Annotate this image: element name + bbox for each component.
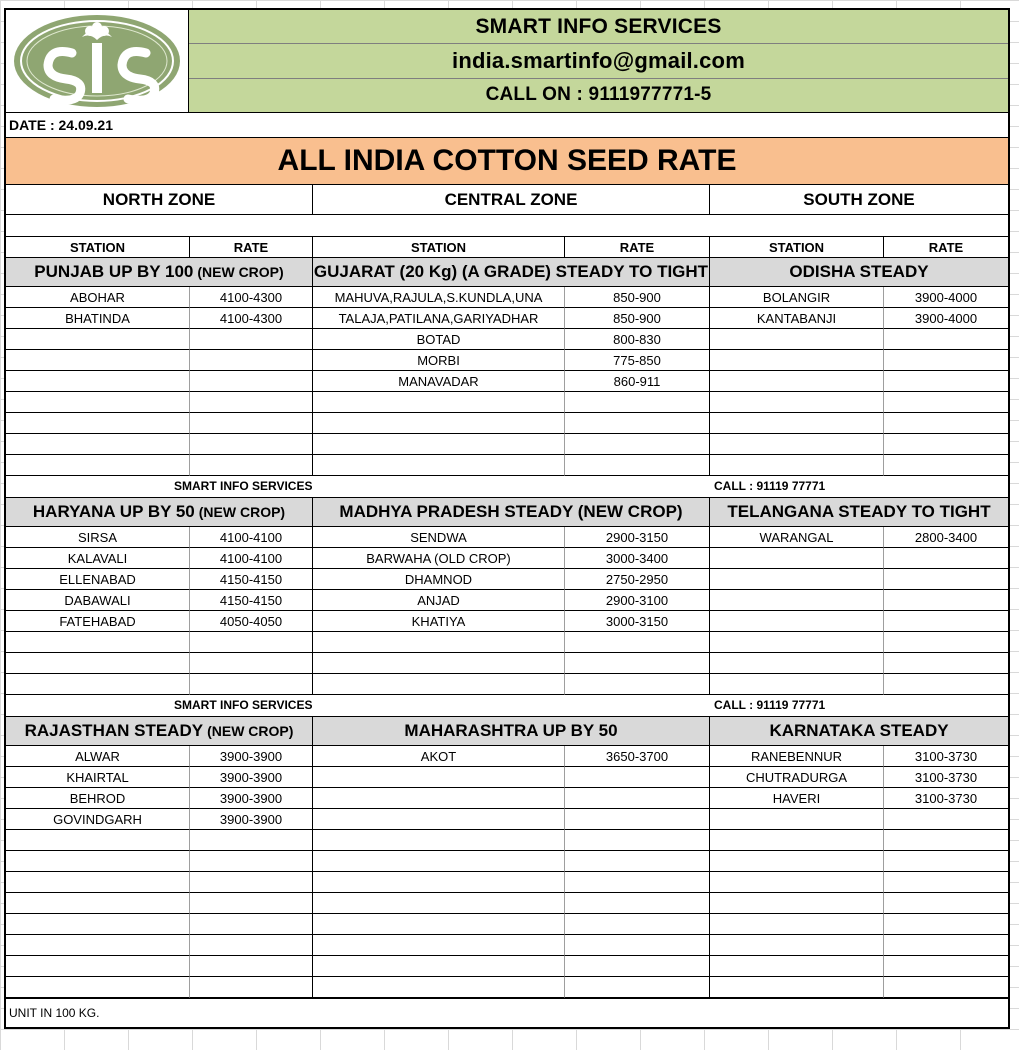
cell-south-rate <box>884 914 1008 935</box>
cell-central-rate <box>565 767 710 788</box>
cell-central-rate: 860-911 <box>565 371 710 392</box>
cell-south-rate <box>884 809 1008 830</box>
table-row <box>6 392 1008 413</box>
cell-central-station <box>313 767 565 788</box>
cell-south-rate <box>884 413 1008 434</box>
cell-central-station: DHAMNOD <box>313 569 565 590</box>
section-name: HARYANA UP BY 50 <box>32 502 195 521</box>
cell-south-station: RANEBENNUR <box>710 746 884 767</box>
cell-south-rate: 3900-4000 <box>884 287 1008 308</box>
cell-south-rate: 3900-4000 <box>884 308 1008 329</box>
cell-south-station <box>710 413 884 434</box>
cell-central-station: MANAVADAR <box>313 371 565 392</box>
cell-south-station <box>710 569 884 590</box>
col-rate-south: RATE <box>928 239 964 255</box>
unit-note: UNIT IN 100 KG. <box>6 998 1008 1027</box>
cell-north-rate <box>190 413 313 434</box>
cell-south-station <box>710 392 884 413</box>
cell-south-rate <box>884 872 1008 893</box>
table-row <box>6 809 1008 830</box>
cell-north-station <box>6 632 190 653</box>
col-station-central: STATION <box>313 237 565 257</box>
cell-central-station: BARWAHA (OLD CROP) <box>313 548 565 569</box>
section-title-south <box>710 498 1008 526</box>
cell-central-station <box>313 632 565 653</box>
cell-north-rate <box>190 893 313 914</box>
cell-central-rate <box>565 674 710 695</box>
cell-south-rate <box>884 371 1008 392</box>
cell-north-rate: 4100-4300 <box>190 308 313 329</box>
cell-central-station: MAHUVA,RAJULA,S.KUNDLA,UNA <box>313 287 565 308</box>
cell-north-rate <box>190 434 313 455</box>
rate-sheet <box>4 8 1010 1029</box>
section-name: PUNJAB UP BY 100 <box>34 262 194 281</box>
cell-north-station <box>6 935 190 956</box>
cell-north-station <box>6 956 190 977</box>
company-email[interactable]: india.smartinfo@gmail.com <box>189 44 1008 78</box>
section-name: ODISHA STEADY <box>789 262 929 281</box>
cell-central-station <box>313 956 565 977</box>
cell-north-station: BHATINDA <box>6 308 190 329</box>
cell-central-rate <box>565 455 710 476</box>
cell-central-rate <box>565 413 710 434</box>
cell-north-rate <box>190 329 313 350</box>
cell-south-rate <box>884 350 1008 371</box>
col-station-south: STATION <box>710 237 884 257</box>
section-title-south <box>710 258 1008 286</box>
column-header-row <box>6 237 1008 258</box>
table-row <box>6 956 1008 977</box>
cell-north-rate: 4050-4050 <box>190 611 313 632</box>
cell-north-rate <box>190 392 313 413</box>
cell-north-station: SIRSA <box>6 527 190 548</box>
section-note: (NEW CROP) <box>197 264 284 280</box>
cell-north-station <box>6 329 190 350</box>
cell-north-rate <box>190 455 313 476</box>
cell-south-station <box>710 893 884 914</box>
cell-south-station <box>710 851 884 872</box>
sis-logo-icon <box>12 13 182 109</box>
zone-south: SOUTH ZONE <box>803 189 915 209</box>
cell-north-rate <box>190 632 313 653</box>
cell-north-rate <box>190 914 313 935</box>
sections <box>6 258 1008 998</box>
info-band <box>6 695 1008 717</box>
band-company: SMART INFO SERVICES <box>174 698 313 712</box>
cell-north-rate: 4100-4100 <box>190 548 313 569</box>
section-name: MADHYA PRADESH STEADY (NEW CROP) <box>339 502 683 521</box>
header <box>6 10 1008 113</box>
cell-central-rate: 2900-3150 <box>565 527 710 548</box>
table-row <box>6 935 1008 956</box>
cell-central-station <box>313 434 565 455</box>
cell-central-rate: 2900-3100 <box>565 590 710 611</box>
cell-central-station: AKOT <box>313 746 565 767</box>
cell-central-rate: 3650-3700 <box>565 746 710 767</box>
cell-central-rate: 800-830 <box>565 329 710 350</box>
cell-south-station <box>710 350 884 371</box>
section-title-central <box>313 258 710 286</box>
info-band <box>6 476 1008 498</box>
cell-south-rate: 2800-3400 <box>884 527 1008 548</box>
cell-south-rate <box>884 455 1008 476</box>
cell-south-rate <box>884 590 1008 611</box>
cell-north-station <box>6 455 190 476</box>
cell-south-station: KANTABANJI <box>710 308 884 329</box>
table-row <box>6 548 1008 569</box>
cell-south-station: BOLANGIR <box>710 287 884 308</box>
cell-north-station: BEHROD <box>6 788 190 809</box>
cell-south-rate <box>884 653 1008 674</box>
cell-central-station <box>313 788 565 809</box>
cell-central-station <box>313 893 565 914</box>
section-name: MAHARASHTRA UP BY 50 <box>404 721 618 740</box>
cell-north-station <box>6 830 190 851</box>
table-row <box>6 329 1008 350</box>
table-row <box>6 632 1008 653</box>
section-header-row <box>6 717 1008 746</box>
cell-north-rate <box>190 956 313 977</box>
report-date: DATE : 24.09.21 <box>6 113 1008 138</box>
cell-north-rate <box>190 653 313 674</box>
band-call: CALL : 91119 77771 <box>714 698 826 712</box>
cell-central-rate <box>565 935 710 956</box>
table-row <box>6 788 1008 809</box>
cell-north-station <box>6 653 190 674</box>
table-row <box>6 746 1008 767</box>
cell-central-rate <box>565 851 710 872</box>
cell-south-station <box>710 455 884 476</box>
table-row <box>6 569 1008 590</box>
section-note: (NEW CROP) <box>207 723 294 739</box>
table-row <box>6 851 1008 872</box>
cell-north-station <box>6 434 190 455</box>
cell-north-rate <box>190 977 313 998</box>
cell-north-station <box>6 371 190 392</box>
cell-north-rate <box>190 674 313 695</box>
band-company: SMART INFO SERVICES <box>174 479 313 493</box>
table-row <box>6 287 1008 308</box>
cell-south-rate <box>884 434 1008 455</box>
cell-south-station <box>710 809 884 830</box>
cell-south-station <box>710 956 884 977</box>
cell-north-station: ABOHAR <box>6 287 190 308</box>
cell-south-station <box>710 674 884 695</box>
section-title-north <box>6 717 313 745</box>
cell-south-station <box>710 977 884 998</box>
cell-south-rate: 3100-3730 <box>884 767 1008 788</box>
cell-south-station <box>710 329 884 350</box>
section-title-north <box>6 258 313 286</box>
section-name: RAJASTHAN STEADY <box>24 721 204 740</box>
cell-central-rate <box>565 632 710 653</box>
cell-south-station <box>710 611 884 632</box>
cell-north-station: GOVINDGARH <box>6 809 190 830</box>
zone-north: NORTH ZONE <box>6 185 313 214</box>
table-row <box>6 767 1008 788</box>
table-row <box>6 674 1008 695</box>
cell-north-rate <box>190 935 313 956</box>
table-row <box>6 455 1008 476</box>
cell-south-rate <box>884 611 1008 632</box>
cell-central-station: TALAJA,PATILANA,GARIYADHAR <box>313 308 565 329</box>
cell-south-rate <box>884 956 1008 977</box>
cell-north-rate: 3900-3900 <box>190 809 313 830</box>
cell-south-station <box>710 914 884 935</box>
cell-south-station: WARANGAL <box>710 527 884 548</box>
section-header-row <box>6 498 1008 527</box>
cell-central-station: BOTAD <box>313 329 565 350</box>
cell-north-rate: 4150-4150 <box>190 569 313 590</box>
table-row <box>6 350 1008 371</box>
table-row <box>6 590 1008 611</box>
cell-north-station <box>6 392 190 413</box>
cell-south-rate <box>884 392 1008 413</box>
cell-north-rate <box>190 851 313 872</box>
table-row <box>6 977 1008 998</box>
cell-north-rate: 3900-3900 <box>190 746 313 767</box>
cell-central-station <box>313 851 565 872</box>
cell-south-rate <box>884 977 1008 998</box>
cell-south-rate: 3100-3730 <box>884 746 1008 767</box>
cell-central-station <box>313 935 565 956</box>
cell-south-station: HAVERI <box>710 788 884 809</box>
cell-central-station <box>313 413 565 434</box>
cell-south-rate <box>884 632 1008 653</box>
section-title-south <box>710 717 1008 745</box>
table-row <box>6 611 1008 632</box>
cell-central-rate: 850-900 <box>565 308 710 329</box>
section-note: (NEW CROP) <box>198 504 286 520</box>
cell-north-rate: 3900-3900 <box>190 767 313 788</box>
cell-central-rate: 3000-3400 <box>565 548 710 569</box>
cell-south-station <box>710 632 884 653</box>
cell-central-rate <box>565 977 710 998</box>
band-call: CALL : 91119 77771 <box>714 479 826 493</box>
cell-north-station: DABAWALI <box>6 590 190 611</box>
cell-central-rate <box>565 956 710 977</box>
cell-central-rate <box>565 914 710 935</box>
zone-header-row <box>6 185 1008 215</box>
cell-south-station <box>710 434 884 455</box>
cell-central-rate <box>565 830 710 851</box>
cell-central-rate <box>565 893 710 914</box>
cell-north-rate <box>190 830 313 851</box>
cell-north-rate: 4100-4100 <box>190 527 313 548</box>
table-row <box>6 872 1008 893</box>
cell-south-rate <box>884 893 1008 914</box>
cell-north-rate: 4100-4300 <box>190 287 313 308</box>
cell-central-station <box>313 830 565 851</box>
section-name: KARNATAKA STEADY <box>769 721 949 740</box>
cell-central-station <box>313 674 565 695</box>
cell-central-rate <box>565 809 710 830</box>
cell-central-rate <box>565 788 710 809</box>
cell-north-station <box>6 674 190 695</box>
table-row <box>6 308 1008 329</box>
table-row <box>6 434 1008 455</box>
section-title-central <box>313 498 710 526</box>
cell-central-station <box>313 914 565 935</box>
cell-north-station <box>6 977 190 998</box>
cell-central-station <box>313 872 565 893</box>
cell-north-station: KHAIRTAL <box>6 767 190 788</box>
cell-north-rate: 3900-3900 <box>190 788 313 809</box>
cell-north-station: FATEHABAD <box>6 611 190 632</box>
section-title-north <box>6 498 313 526</box>
col-rate-north: RATE <box>190 237 313 257</box>
cell-central-rate: 3000-3150 <box>565 611 710 632</box>
cell-south-rate <box>884 329 1008 350</box>
cell-south-rate <box>884 851 1008 872</box>
section-header-row <box>6 258 1008 287</box>
table-row <box>6 371 1008 392</box>
table-row <box>6 653 1008 674</box>
cell-central-station: ANJAD <box>313 590 565 611</box>
col-rate-central: RATE <box>565 237 710 257</box>
table-row <box>6 413 1008 434</box>
cell-south-station <box>710 935 884 956</box>
cell-south-station <box>710 548 884 569</box>
cell-central-rate: 775-850 <box>565 350 710 371</box>
cell-north-station <box>6 350 190 371</box>
company-phone: CALL ON : 9111977771-5 <box>189 79 1008 112</box>
cell-south-station <box>710 872 884 893</box>
cell-south-station <box>710 371 884 392</box>
cell-south-rate <box>884 674 1008 695</box>
cell-south-rate <box>884 935 1008 956</box>
cell-central-station <box>313 653 565 674</box>
cell-central-station: MORBI <box>313 350 565 371</box>
cell-north-rate: 4150-4150 <box>190 590 313 611</box>
company-name: SMART INFO SERVICES <box>189 10 1008 44</box>
cell-north-station <box>6 413 190 434</box>
cell-central-station: KHATIYA <box>313 611 565 632</box>
cell-central-station <box>313 977 565 998</box>
page-title: ALL INDIA COTTON SEED RATE <box>6 138 1008 185</box>
cell-south-rate <box>884 569 1008 590</box>
cell-south-station <box>710 830 884 851</box>
cell-central-rate <box>565 434 710 455</box>
cell-north-station: ALWAR <box>6 746 190 767</box>
cell-north-station <box>6 851 190 872</box>
cell-north-station <box>6 914 190 935</box>
cell-north-station: KALAVALI <box>6 548 190 569</box>
cell-central-rate: 2750-2950 <box>565 569 710 590</box>
cell-central-rate <box>565 392 710 413</box>
cell-central-rate: 850-900 <box>565 287 710 308</box>
cell-south-station <box>710 653 884 674</box>
table-row <box>6 914 1008 935</box>
cell-central-rate <box>565 653 710 674</box>
table-row <box>6 830 1008 851</box>
section-name: TELANGANA STEADY TO TIGHT <box>727 502 991 521</box>
section-name: GUJARAT (20 Kg) (A GRADE) STEADY TO TIGHT <box>313 262 709 281</box>
cell-north-rate <box>190 350 313 371</box>
table-row <box>6 527 1008 548</box>
company-logo <box>6 10 189 112</box>
cell-north-station: ELLENABAD <box>6 569 190 590</box>
cell-north-rate <box>190 872 313 893</box>
zone-central: CENTRAL ZONE <box>313 185 710 214</box>
cell-south-station <box>710 590 884 611</box>
cell-central-station <box>313 809 565 830</box>
section-title-central <box>313 717 710 745</box>
cell-central-station <box>313 392 565 413</box>
cell-central-station: SENDWA <box>313 527 565 548</box>
spacer-row <box>6 215 1008 237</box>
cell-north-station <box>6 893 190 914</box>
cell-north-rate <box>190 371 313 392</box>
cell-south-rate <box>884 548 1008 569</box>
cell-central-station <box>313 455 565 476</box>
cell-south-station: CHUTRADURGA <box>710 767 884 788</box>
cell-south-rate <box>884 830 1008 851</box>
col-station-north: STATION <box>6 237 190 257</box>
cell-south-rate: 3100-3730 <box>884 788 1008 809</box>
cell-central-rate <box>565 872 710 893</box>
cell-north-station <box>6 872 190 893</box>
table-row <box>6 893 1008 914</box>
